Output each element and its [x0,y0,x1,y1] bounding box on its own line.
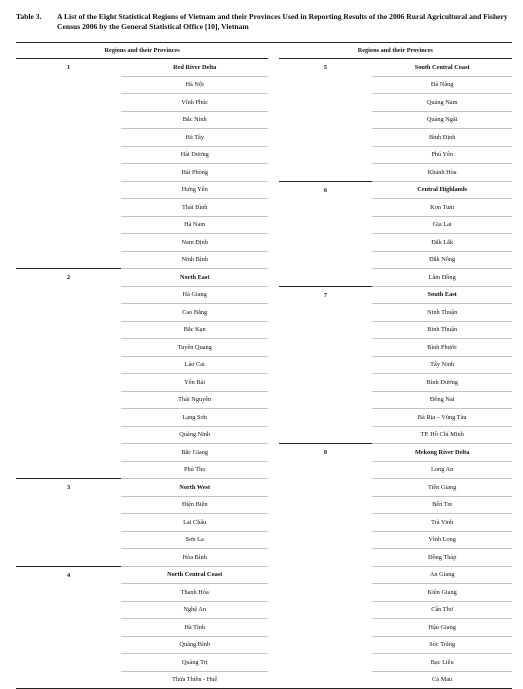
region-number-empty [16,111,121,129]
region-number-empty [279,164,373,182]
province-name: Tây Ninh [372,356,512,374]
region-number-empty [279,636,373,654]
region-number-empty [16,426,121,444]
province-name: Trà Vinh [372,514,512,532]
table-row [16,234,512,252]
table-row [16,619,512,637]
column-gap [268,356,278,374]
region-number-empty [279,619,373,637]
region-name: South East [372,286,512,304]
province-name: Hậu Giang [372,619,512,637]
province-name: Lạng Sơn [121,409,268,427]
region-name: South Central Coast [372,59,512,77]
region-number-empty [16,461,121,479]
table-body [16,59,512,689]
province-name: Quảng Bình [121,636,268,654]
region-number: 5 [279,59,373,77]
region-number-empty [279,94,373,112]
region-number: 6 [279,181,373,199]
region-number: 1 [16,59,121,77]
region-number: 3 [16,479,121,497]
table-row [16,374,512,392]
column-gap [268,304,278,322]
province-name: Kiên Giang [372,584,512,602]
region-number-empty [16,374,121,392]
province-name: Hà Tây [121,129,268,147]
province-name: Hà Nam [121,216,268,234]
column-gap [268,619,278,637]
province-name: Quảng Ngãi [372,111,512,129]
region-number-empty [279,146,373,164]
table-title: A List of the Eight Statistical Regions of Vietnam and their Provinces Used in Reporting Results of the 2006 Rural Agricultural and Fishery Census 2006 by the General Statistical Office [10], Vietnam [57,12,508,31]
region-number-empty [16,181,121,199]
province-name: Điện Biên [121,496,268,514]
table-row [16,654,512,672]
table-row [16,111,512,129]
column-gap [268,374,278,392]
table-row [16,269,512,287]
region-name: North East [121,269,268,287]
region-number-empty [16,146,121,164]
region-name: Central Highlands [372,181,512,199]
header-left: Regions and their Provinces [16,43,268,59]
table-row [16,216,512,234]
province-name: Nghệ An [121,601,268,619]
region-number-empty [279,269,373,287]
region-number-empty [279,496,373,514]
region-number-empty [16,619,121,637]
region-number-empty [279,531,373,549]
column-gap [268,671,278,689]
region-name: Mekong River Delta [372,444,512,462]
region-number-empty [16,129,121,147]
table-row [16,164,512,182]
region-number-empty [16,496,121,514]
province-name: Vĩnh Long [372,531,512,549]
column-gap [268,76,278,94]
province-name: Quảng Nam [372,94,512,112]
table-row [16,584,512,602]
column-gap [268,59,278,77]
table-row [16,181,512,199]
region-name: North West [121,479,268,497]
province-name: Đắk Lắk [372,234,512,252]
header-right: Regions and their Provinces [279,43,512,59]
table-row [16,531,512,549]
region-number-empty [279,461,373,479]
province-name: Thanh Hóa [121,584,268,602]
region-number-empty [16,409,121,427]
province-name: Bắc Kạn [121,321,268,339]
table-row [16,146,512,164]
column-gap [268,566,278,584]
column-gap [268,269,278,287]
province-name: Cần Thơ [372,601,512,619]
region-number-empty [279,321,373,339]
region-number-empty [279,566,373,584]
province-name: Hà Giang [121,286,268,304]
province-name: Sóc Trăng [372,636,512,654]
region-number-empty [279,111,373,129]
column-gap [268,181,278,199]
region-number-empty [279,426,373,444]
province-name: Hà Nội [121,76,268,94]
province-name: Bình Phước [372,339,512,357]
table-row [16,356,512,374]
table-row [16,496,512,514]
region-number-empty [279,409,373,427]
region-number-empty [16,514,121,532]
region-number-empty [279,304,373,322]
column-gap [268,129,278,147]
column-gap [268,514,278,532]
province-name: Phú Yên [372,146,512,164]
province-name: Lâm Đồng [372,269,512,287]
table-row [16,566,512,584]
region-number: 7 [279,286,373,304]
region-number-empty [279,251,373,269]
table-row [16,671,512,689]
province-name: Hà Tĩnh [121,619,268,637]
table-row [16,199,512,217]
province-name: Phú Thọ [121,461,268,479]
region-number-empty [16,321,121,339]
region-number-empty [16,76,121,94]
table-row [16,444,512,462]
table-row [16,479,512,497]
region-number-empty [16,671,121,689]
province-name: Bình Dương [372,374,512,392]
header-gap [268,43,278,59]
region-number-empty [16,234,121,252]
region-number-empty [16,304,121,322]
region-number-empty [279,76,373,94]
region-number-empty [16,636,121,654]
region-number-empty [16,601,121,619]
region-number-empty [279,654,373,672]
province-name: Bạc Liêu [372,654,512,672]
region-number-empty [16,94,121,112]
table-caption [16,12,512,32]
province-name: Ninh Bình [121,251,268,269]
column-gap [268,636,278,654]
table-header-row [16,43,512,59]
province-name: Đắk Nông [372,251,512,269]
province-name: Hải Phòng [121,164,268,182]
column-gap [268,199,278,217]
region-number-empty [16,444,121,462]
region-number-empty [16,251,121,269]
province-name: Đà Nẵng [372,76,512,94]
column-gap [268,479,278,497]
column-gap [268,496,278,514]
column-gap [268,461,278,479]
province-name: Thái Nguyên [121,391,268,409]
table-row [16,514,512,532]
region-number-empty [279,391,373,409]
province-name: Hòa Bình [121,549,268,567]
province-name: Gia Lai [372,216,512,234]
province-name: An Giang [372,566,512,584]
region-number-empty [16,584,121,602]
region-number-empty [16,356,121,374]
province-name: Tuyên Quang [121,339,268,357]
province-name: Hưng Yên [121,181,268,199]
province-name: Sơn La [121,531,268,549]
region-name: North Central Coast [121,566,268,584]
region-number-empty [279,216,373,234]
province-name: Cà Mau [372,671,512,689]
province-name: Đồng Nai [372,391,512,409]
province-name: Hải Dương [121,146,268,164]
region-number-empty [16,654,121,672]
province-name: Kon Tum [372,199,512,217]
table-row [16,426,512,444]
column-gap [268,654,278,672]
province-name: Lào Cai [121,356,268,374]
region-number-empty [16,164,121,182]
table-row [16,549,512,567]
table-row [16,321,512,339]
table-row [16,636,512,654]
table-row [16,251,512,269]
province-name: TP. Hồ Chí Minh [372,426,512,444]
column-gap [268,601,278,619]
region-number: 4 [16,566,121,584]
province-name: Vĩnh Phúc [121,94,268,112]
province-name: Nam Định [121,234,268,252]
region-number-empty [279,584,373,602]
table-row [16,601,512,619]
column-gap [268,216,278,234]
region-number-empty [279,514,373,532]
column-gap [268,531,278,549]
column-gap [268,426,278,444]
region-number-empty [16,286,121,304]
region-name: Red River Delta [121,59,268,77]
region-number-empty [16,531,121,549]
province-name: Bình Thuận [372,321,512,339]
province-name: Bắc Ninh [121,111,268,129]
table-row [16,59,512,77]
province-name: Cao Bằng [121,304,268,322]
region-number-empty [16,391,121,409]
province-name: Đồng Tháp [372,549,512,567]
column-gap [268,234,278,252]
table-label: Table 3. [16,12,42,21]
province-name: Yên Bái [121,374,268,392]
region-number-empty [279,129,373,147]
table-row [16,409,512,427]
province-name: Long An [372,461,512,479]
region-number-empty [279,339,373,357]
column-gap [268,321,278,339]
region-number-empty [16,339,121,357]
province-name: Ninh Thuận [372,304,512,322]
province-name: Quảng Trị [121,654,268,672]
province-name: Tiền Giang [372,479,512,497]
column-gap [268,146,278,164]
table-row [16,339,512,357]
column-gap [268,94,278,112]
column-gap [268,584,278,602]
region-number-empty [279,601,373,619]
table-row [16,94,512,112]
table-row [16,129,512,147]
column-gap [268,391,278,409]
table-row [16,304,512,322]
column-gap [268,164,278,182]
province-name: Thừa Thiên - Huế [121,671,268,689]
region-number-empty [279,356,373,374]
region-number: 2 [16,269,121,287]
province-name: Bắc Giang [121,444,268,462]
province-name: Bến Tre [372,496,512,514]
province-name: Khánh Hòa [372,164,512,182]
province-name: Lai Châu [121,514,268,532]
province-name: Bà Rịa – Vũng Tàu [372,409,512,427]
table-row [16,391,512,409]
column-gap [268,339,278,357]
table-row [16,76,512,94]
region-number-empty [16,549,121,567]
region-number-empty [279,479,373,497]
column-gap [268,286,278,304]
region-number-empty [279,234,373,252]
column-gap [268,111,278,129]
region-number-empty [16,199,121,217]
region-number: 8 [279,444,373,462]
region-number-empty [16,216,121,234]
province-name: Quảng Ninh [121,426,268,444]
column-gap [268,549,278,567]
column-gap [268,251,278,269]
region-number-empty [279,671,373,689]
region-number-empty [279,199,373,217]
column-gap [268,409,278,427]
regions-table [16,42,512,689]
table-row [16,461,512,479]
region-number-empty [279,374,373,392]
table-row [16,286,512,304]
province-name: Bình Định [372,129,512,147]
province-name: Thái Bình [121,199,268,217]
region-number-empty [279,549,373,567]
column-gap [268,444,278,462]
